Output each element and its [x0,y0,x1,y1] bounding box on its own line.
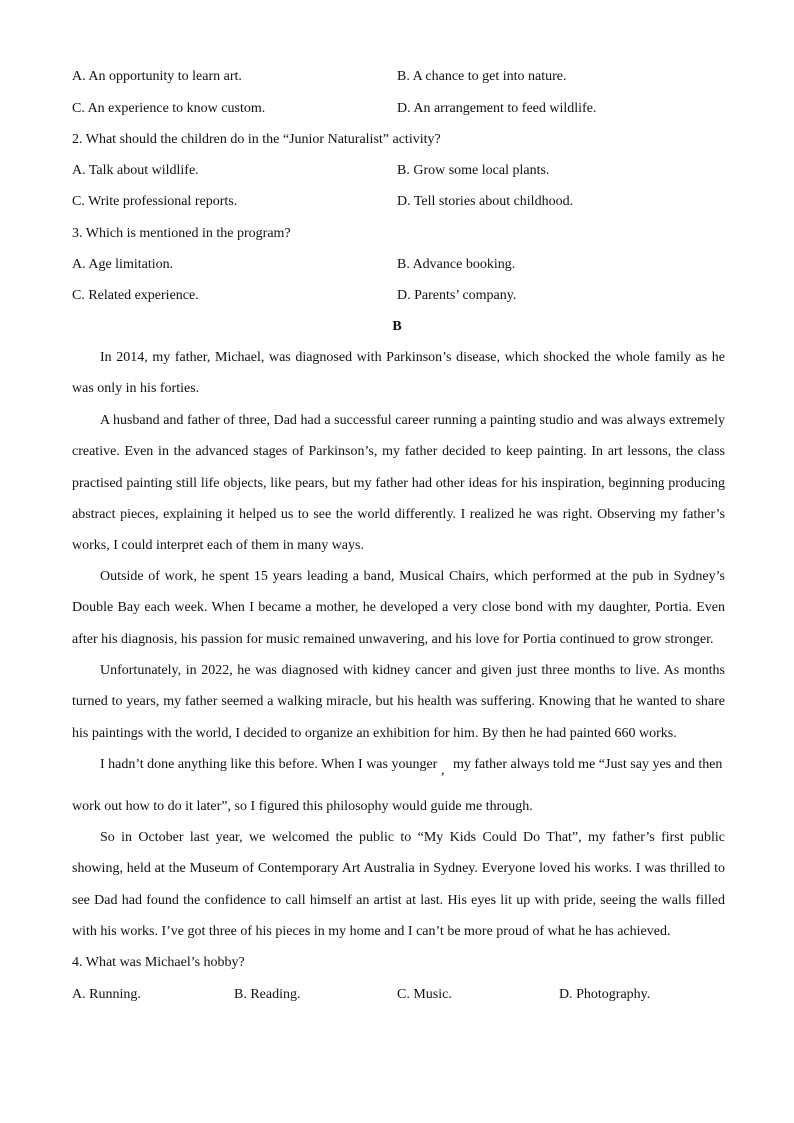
q1-option-c: C. An experience to know custom. [72,101,266,116]
q4-option-b: B. Reading. [234,987,301,1002]
q3-option-b: B. Advance booking. [397,257,516,272]
q3-option-c: C. Related experience. [72,288,199,303]
q3-stem: 3. Which is mentioned in the program? [72,226,291,241]
passage-paragraph-5-line-1b: my father always told me “Just say yes and then [453,757,723,772]
q4-option-a: A. Running. [72,987,141,1002]
passage-paragraph-1: In 2014, my father, Michael, was diagnosed with Parkinson’s disease, which shocked the whole family as he was only in his forties. [72,350,725,397]
q4-stem: 4. What was Michael’s hobby? [72,955,245,970]
q2-option-a: A. Talk about wildlife. [72,163,199,178]
passage-paragraph-5-line-1a: I hadn’t done anything like this before. When I was younger [100,757,438,772]
passage-paragraph-2: A husband and father of three, Dad had a successful career running a painting studio and was always extremely creative. Even in the advanced stages of Parkinson’s, my father decided to keep painting. In art lessons, the class practised painting still life objects, like pears, but my father had other ideas for his inspiration, beginning producing abstract pieces, explaining it helped us to see the world differently. I realized he was right. Observing my father’s works, I could interpret each of them in many ways. [72,413,725,554]
passage-paragraph-4: Unfortunately, in 2022, he was diagnosed with kidney cancer and given just three months to live. As months turned to years, my father seemed a walking miracle, but his health was suffering. Knowing that he wanted to share his paintings with the world, I decided to organize an exhibition for him. By then he had painted 660 works. [72,663,725,741]
passage-paragraph-5-line-2: work out how to do it later”, so I figured this philosophy would guide me through. [72,799,533,814]
q4-option-c: C. Music. [397,987,452,1002]
q3-option-d: D. Parents’ company. [397,288,517,303]
passage-paragraph-5-comma: , [441,763,445,778]
section-heading: B [392,319,402,334]
q1-option-a: A. An opportunity to learn art. [72,69,242,84]
q2-stem: 2. What should the children do in the “Junior Naturalist” activity? [72,132,441,147]
q2-option-d: D. Tell stories about childhood. [397,194,574,209]
q2-option-c: C. Write professional reports. [72,194,238,209]
q3-option-a: A. Age limitation. [72,257,174,272]
passage-paragraph-6: So in October last year, we welcomed the public to “My Kids Could Do That”, my father’s first public showing, held at the Museum of Contemporary Art Australia in Sydney. Everyone loved his works. I was thrilled to see Dad had found the confidence to call himself an artist at last. His eyes lit up with pride, seeing the walls filled with his works. I’ve got three of his pieces in my home and I can’t be more proud of what he has achieved. [72,830,725,939]
q2-option-b: B. Grow some local plants. [397,163,550,178]
q1-option-d: D. An arrangement to feed wildlife. [397,101,597,116]
q4-option-d: D. Photography. [559,987,651,1002]
passage-paragraph-3: Outside of work, he spent 15 years leading a band, Musical Chairs, which performed at the pub in Sydney’s Double Bay each week. When I became a mother, he developed a very close bond with my daughter, Portia. Even after his diagnosis, his passion for music remained unwavering, and his love for Portia continued to grow stronger. [72,569,725,647]
q1-option-b: B. A chance to get into nature. [397,69,567,84]
